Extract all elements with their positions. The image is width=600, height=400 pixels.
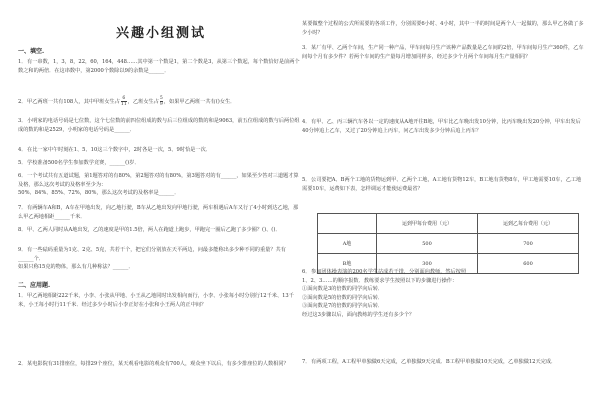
table-row-label: A地	[318, 234, 377, 254]
question-3: 3．小明家的电话号码是七位数，这个七位数的前四位组成的数与后三位组成的数的和是9063，前五位组成的数与后两位组成的数的和是2529，小明家的电话号码是______．	[18, 118, 300, 133]
table-header-row	[318, 214, 579, 234]
section-fill-in: 一、填空.	[18, 48, 45, 55]
question-5: 5．学校准备500名学生参加数学竞赛，______()岁．	[18, 160, 140, 166]
question-9: 9．有一些砝码重量为1克、2克、5克，共若干个，把它们分别放在天平两边，问最多能称出多少种不同的重量？共有______个． 如果只称15克的物体，那么有几种称法？______．	[18, 247, 286, 271]
freight-cost-table	[317, 213, 579, 274]
question-8: 8．甲、乙两人同时从A地出发，乙的速度是甲的1.5倍，两人在跑道上跑步，甲跑完一圈后乙跑了多少圈？()、()．	[18, 227, 281, 233]
table-header-cell: 运到甲每台费用（元）	[377, 214, 478, 234]
table-row-label: B地	[318, 254, 377, 274]
question-1: 1．有一串数，1，3，8，22，60，164，448……其中第一个数是1，第二个数是3，从第三个数起，每个数恰好是前两个数之和的两倍．在这串数中，第2000个数除以9的余数是______．	[18, 59, 300, 74]
table-header-cell: 运到乙每台费用（元）	[478, 214, 579, 234]
question-2: 2．甲乙两班一共有108人，其中甲班女生占 $\frac{6}{11}$ ，乙班女生占 $\frac{5}{9}$ ，如果甲乙两班一共有()女生．	[18, 96, 236, 107]
table-cell: 700	[478, 234, 579, 254]
word-problem-5: 5．公司要把A、B两个工地的货物运到甲、乙两个工地，A工地有货物12车，B工地有货物8车，甲工地需要10车，乙工地需要10车，运费如下表，怎样调运才能使运费最省？	[302, 177, 582, 192]
word-problem-2: 2．某电影院有31排座位，每排29个座位，某天观看电影的观众有700人，观众坐下以后，有多少排座位的人数相同？	[18, 361, 289, 367]
table-corner	[318, 214, 377, 234]
table-cell: 600	[478, 254, 579, 274]
question-6: 6．一个考试共有五道试题，第1题答对的有80%，第2题答对的有80%，第3题答对的有______，如果至少答对三道题才算及格，那么这次考试的及格率至少为： 50%、84%、85%、72%，80%，那么这次考试的及格率是______．	[18, 173, 299, 197]
word-problem-3: 3．某厂有甲、乙两个车间，生产同一种产品，甲车间每月生产该种产品数量是乙车间的2倍，甲车间每月生产360件，乙车间每个月有多少件？若两个车间的生产量每月增加同样多，经过多少个月两个车间每月生产量相同？	[302, 45, 584, 60]
table-cell: 300	[377, 254, 478, 274]
question-7: 7．有两辆车A和B，A车在甲地出发，向乙地行驶，B车从乙地出发向甲地行驶，两车相遇后A车又行了4小时到达乙地，那么甲乙两地相距______千米．	[18, 205, 299, 220]
word-problem-1: 1．甲乙两地相距222千米，小李、小张从甲地、小王从乙地同时出发相向而行，小李、小张每小时分别行12千米、13千米，小王每小时行11千米．经过多少小时后小李正好在小张和小王两人的正中间？	[18, 293, 294, 308]
page-title: 兴趣小组测试	[116, 26, 207, 41]
question-4: 4．在比一家中午时刻在1、5、10这三个数字中，2时各是一次，5、9时恰是一次．	[18, 147, 211, 153]
word-problem-6: 6．参加团体操表演的200名学生站成若干排，分别面向教师，然后按照 1、2、3……的顺序报数．教练要求学生按照以下的步骤进行操作： ①面向数是3的倍数的同学向后转． ②面向数是5的倍数的同学向后转． ③面向数是7的倍数的同学向后转． 经过这3步骤以后，面向教练的学生还有多少个？	[302, 269, 467, 318]
table-cell: 500	[377, 234, 478, 254]
word-problem-7: 7．有两项工程，A工程甲单独做6天完成，乙单独做9天完成．B工程甲单独做10天完成，乙单独做12天完成．	[302, 359, 557, 365]
section-word-problems: 二、应用题.	[18, 282, 51, 289]
question-r1: 某要做整个过程的公式所需要的各项工作，分别需要6小时、4小时，其中一半的时间是两个人一起做的，那么甲乙各做了多少小时？	[302, 21, 584, 36]
table-row	[318, 234, 579, 254]
fraction-girls-a: $\frac{6}{11}$	[120, 96, 127, 107]
fraction-girls-b: $\frac{5}{9}$	[159, 96, 163, 107]
word-problem-4: 4．有甲、乙、丙三辆汽车各以一定的速度从A地开往B地，甲车比乙车晚出发10分钟，比丙车晚出发20分钟，甲车出发后40分钟追上乙车，又过了20分钟追上丙车，问乙车出发多少分钟后追上丙车？	[302, 119, 581, 134]
